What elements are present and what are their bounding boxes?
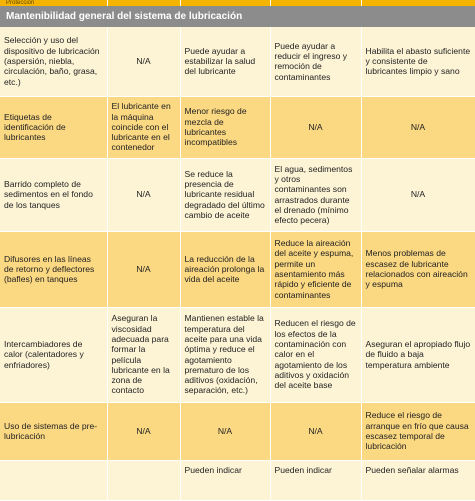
lubrication-table: [0, 27, 475, 501]
lubrication-cell: El lubricante en la máquina coincide con el lubricante en el contenedor: [107, 96, 180, 158]
supply-cell: Habilita el abasto suficiente y consistente de lubricantes limpio y sano: [361, 27, 475, 96]
lubricant-health-cell: N/A: [180, 402, 270, 460]
supply-cell: Menos problemas de escasez de lubricante relacionados con aireación y espuma: [361, 231, 475, 307]
supply-cell: N/A: [361, 158, 475, 231]
supply-cell: N/A: [361, 96, 475, 158]
table-row: [0, 307, 475, 402]
practice-cell: [0, 460, 107, 500]
practice-cell: Difusores en las líneas de retorno y deflectores (bafles) en tanques: [0, 231, 107, 307]
table-row: [0, 231, 475, 307]
lubrication-cell: Aseguran la viscosidad adecuada para formar la película lubricante en la zona de contacto: [107, 307, 180, 402]
lubricant-health-cell: Se reduce la presencia de lubricante residual degradado del último cambio de aceite: [180, 158, 270, 231]
contamination-cell: Reducen el riesgo de los efectos de la contaminación con calor en el agotamiento de los aditivos y oxidación del aceite base: [270, 307, 361, 402]
lubrication-cell: N/A: [107, 402, 180, 460]
supply-cell: Pueden señalar alarmas: [361, 460, 475, 500]
table-row: [0, 27, 475, 96]
lubricant-health-cell: Mantienen estable la temperatura del aceite para una vida óptima y reduce el agotamiento prematuro de los aditivos (oxidación, separación, etc.): [180, 307, 270, 402]
lubricant-health-cell: La reducción de la aireación prolonga la vida del aceite: [180, 231, 270, 307]
contamination-cell: Pueden indicar: [270, 460, 361, 500]
previous-header-label: Protección: [6, 0, 35, 6]
practice-cell: Uso de sistemas de pre-lubricación: [0, 402, 107, 460]
lubrication-cell: N/A: [107, 231, 180, 307]
lubricant-health-cell: Pueden indicar: [180, 460, 270, 500]
practice-cell: Etiquetas de identificación de lubricantes: [0, 96, 107, 158]
lubrication-cell: [107, 460, 180, 500]
contamination-cell: N/A: [270, 96, 361, 158]
table-row: [0, 96, 475, 158]
lubrication-cell: N/A: [107, 27, 180, 96]
practice-cell: Selección y uso del dispositivo de lubricación (aspersión, niebla, circulación, baño, grasa, etc.): [0, 27, 107, 96]
supply-cell: Aseguran el apropiado flujo de fluido a baja temperatura ambiente: [361, 307, 475, 402]
table-row: [0, 460, 475, 500]
table-row: [0, 158, 475, 231]
practice-cell: Barrido completo de sedimentos en el fondo de los tanques: [0, 158, 107, 231]
contamination-cell: Reduce la aireación del aceite y espuma, permite un asentamiento más rápido y eficiente de contaminantes: [270, 231, 361, 307]
practice-cell: Intercambiadores de calor (calentadores y enfriadores): [0, 307, 107, 402]
contamination-cell: El agua, sedimentos y otros contaminantes son arrastrados durante el drenado (mínimo efecto pecera): [270, 158, 361, 231]
section-title: Mantenibilidad general del sistema de lubricación: [0, 6, 475, 27]
contamination-cell: Puede ayudar a reducir el ingreso y remoción de contaminantes: [270, 27, 361, 96]
lubricant-health-cell: Menor riesgo de mezcla de lubricantes incompatibles: [180, 96, 270, 158]
supply-cell: Reduce el riesgo de arranque en frío que causa escasez temporal de lubricación: [361, 402, 475, 460]
lubrication-cell: N/A: [107, 158, 180, 231]
lubricant-health-cell: Puede ayudar a estabilizar la salud del lubricante: [180, 27, 270, 96]
table-row: [0, 402, 475, 460]
contamination-cell: N/A: [270, 402, 361, 460]
